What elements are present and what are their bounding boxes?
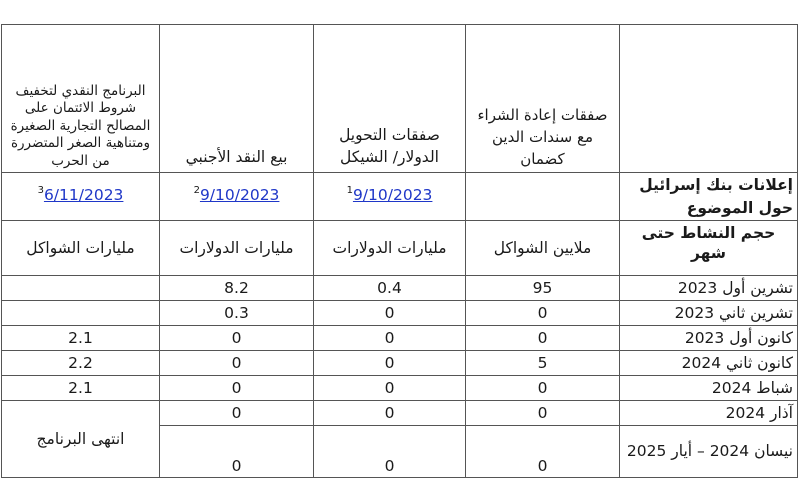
units-fx-sale: مليارات الدولارات [160, 221, 314, 276]
program-ended-note: انتهى البرنامج [2, 401, 160, 478]
repo-cell: 5 [466, 351, 620, 376]
table-row [2, 401, 798, 426]
table-row [2, 376, 798, 401]
units-repo: ملايين الشواكل [466, 221, 620, 276]
program-announcement-link[interactable]: 6/11/2023 [43, 186, 124, 204]
swap-cell: 0 [314, 376, 466, 401]
table-row [2, 351, 798, 376]
program-cell [2, 276, 160, 301]
fx-announcement-link[interactable]: 9/10/2023 [199, 186, 280, 204]
units-row [2, 221, 798, 276]
program-cell [2, 301, 160, 326]
header-program: البرنامج النقدي لتخفيف شروط الائتمان على المصالح التجارية الصغيرة ومتناهية الصغر المتضررة من الحرب [2, 25, 160, 173]
announcements-label: إعلانات بنك إسرائيل حول الموضوع [620, 173, 798, 221]
month-cell: تشرين ثاني 2023 [620, 301, 798, 326]
month-cell: آذار 2024 [620, 401, 798, 426]
table-row [2, 276, 798, 301]
units-swap: مليارات الدولارات [314, 221, 466, 276]
program-cell: 2.1 [2, 326, 160, 351]
fx-sale-cell: 0 [160, 426, 314, 478]
header-corner [620, 25, 798, 173]
swap-cell: 0 [314, 401, 466, 426]
month-cell: شباط 2024 [620, 376, 798, 401]
interventions-table [1, 24, 798, 478]
month-cell: تشرين أول 2023 [620, 276, 798, 301]
announcements-program [2, 173, 160, 221]
fx-sale-cell: 0 [160, 401, 314, 426]
fx-sale-cell: 8.2 [160, 276, 314, 301]
announcements-row [2, 173, 798, 221]
fx-sale-cell: 0.3 [160, 301, 314, 326]
repo-cell: 0 [466, 301, 620, 326]
swap-cell: 0 [314, 326, 466, 351]
swap-cell: 0 [314, 301, 466, 326]
month-cell: كانون ثاني 2024 [620, 351, 798, 376]
table-row [2, 301, 798, 326]
header-swap: صفقات التحويل الدولار/ الشيكل [314, 25, 466, 173]
program-cell: 2.2 [2, 351, 160, 376]
month-cell: كانون أول 2023 [620, 326, 798, 351]
footnote-2: 2 [193, 185, 200, 196]
swap-announcement-link[interactable]: 9/10/2023 [352, 186, 433, 204]
month-cell: نيسان 2024 – أيار 2025 [620, 426, 798, 478]
fx-sale-cell: 0 [160, 376, 314, 401]
swap-cell: 0 [314, 351, 466, 376]
units-program: مليارات الشواكل [2, 221, 160, 276]
repo-cell: 95 [466, 276, 620, 301]
header-fx-sale: بيع النقد الأجنبي [160, 25, 314, 173]
program-cell: 2.1 [2, 376, 160, 401]
units-label: حجم النشاط حتى شهر [620, 221, 798, 276]
swap-cell: 0 [314, 426, 466, 478]
swap-cell: 0.4 [314, 276, 466, 301]
table-row [2, 326, 798, 351]
repo-cell: 0 [466, 401, 620, 426]
announcements-repo [466, 173, 620, 221]
header-row [2, 25, 798, 173]
repo-cell: 0 [466, 326, 620, 351]
fx-sale-cell: 0 [160, 326, 314, 351]
fx-sale-cell: 0 [160, 351, 314, 376]
announcements-swap [314, 173, 466, 221]
repo-cell: 0 [466, 426, 620, 478]
footnote-1: 1 [346, 185, 353, 196]
repo-cell: 0 [466, 376, 620, 401]
header-repo: صفقات إعادة الشراء مع سندات الدين كضمان [466, 25, 620, 173]
footnote-3: 3 [37, 185, 44, 196]
announcements-fx [160, 173, 314, 221]
